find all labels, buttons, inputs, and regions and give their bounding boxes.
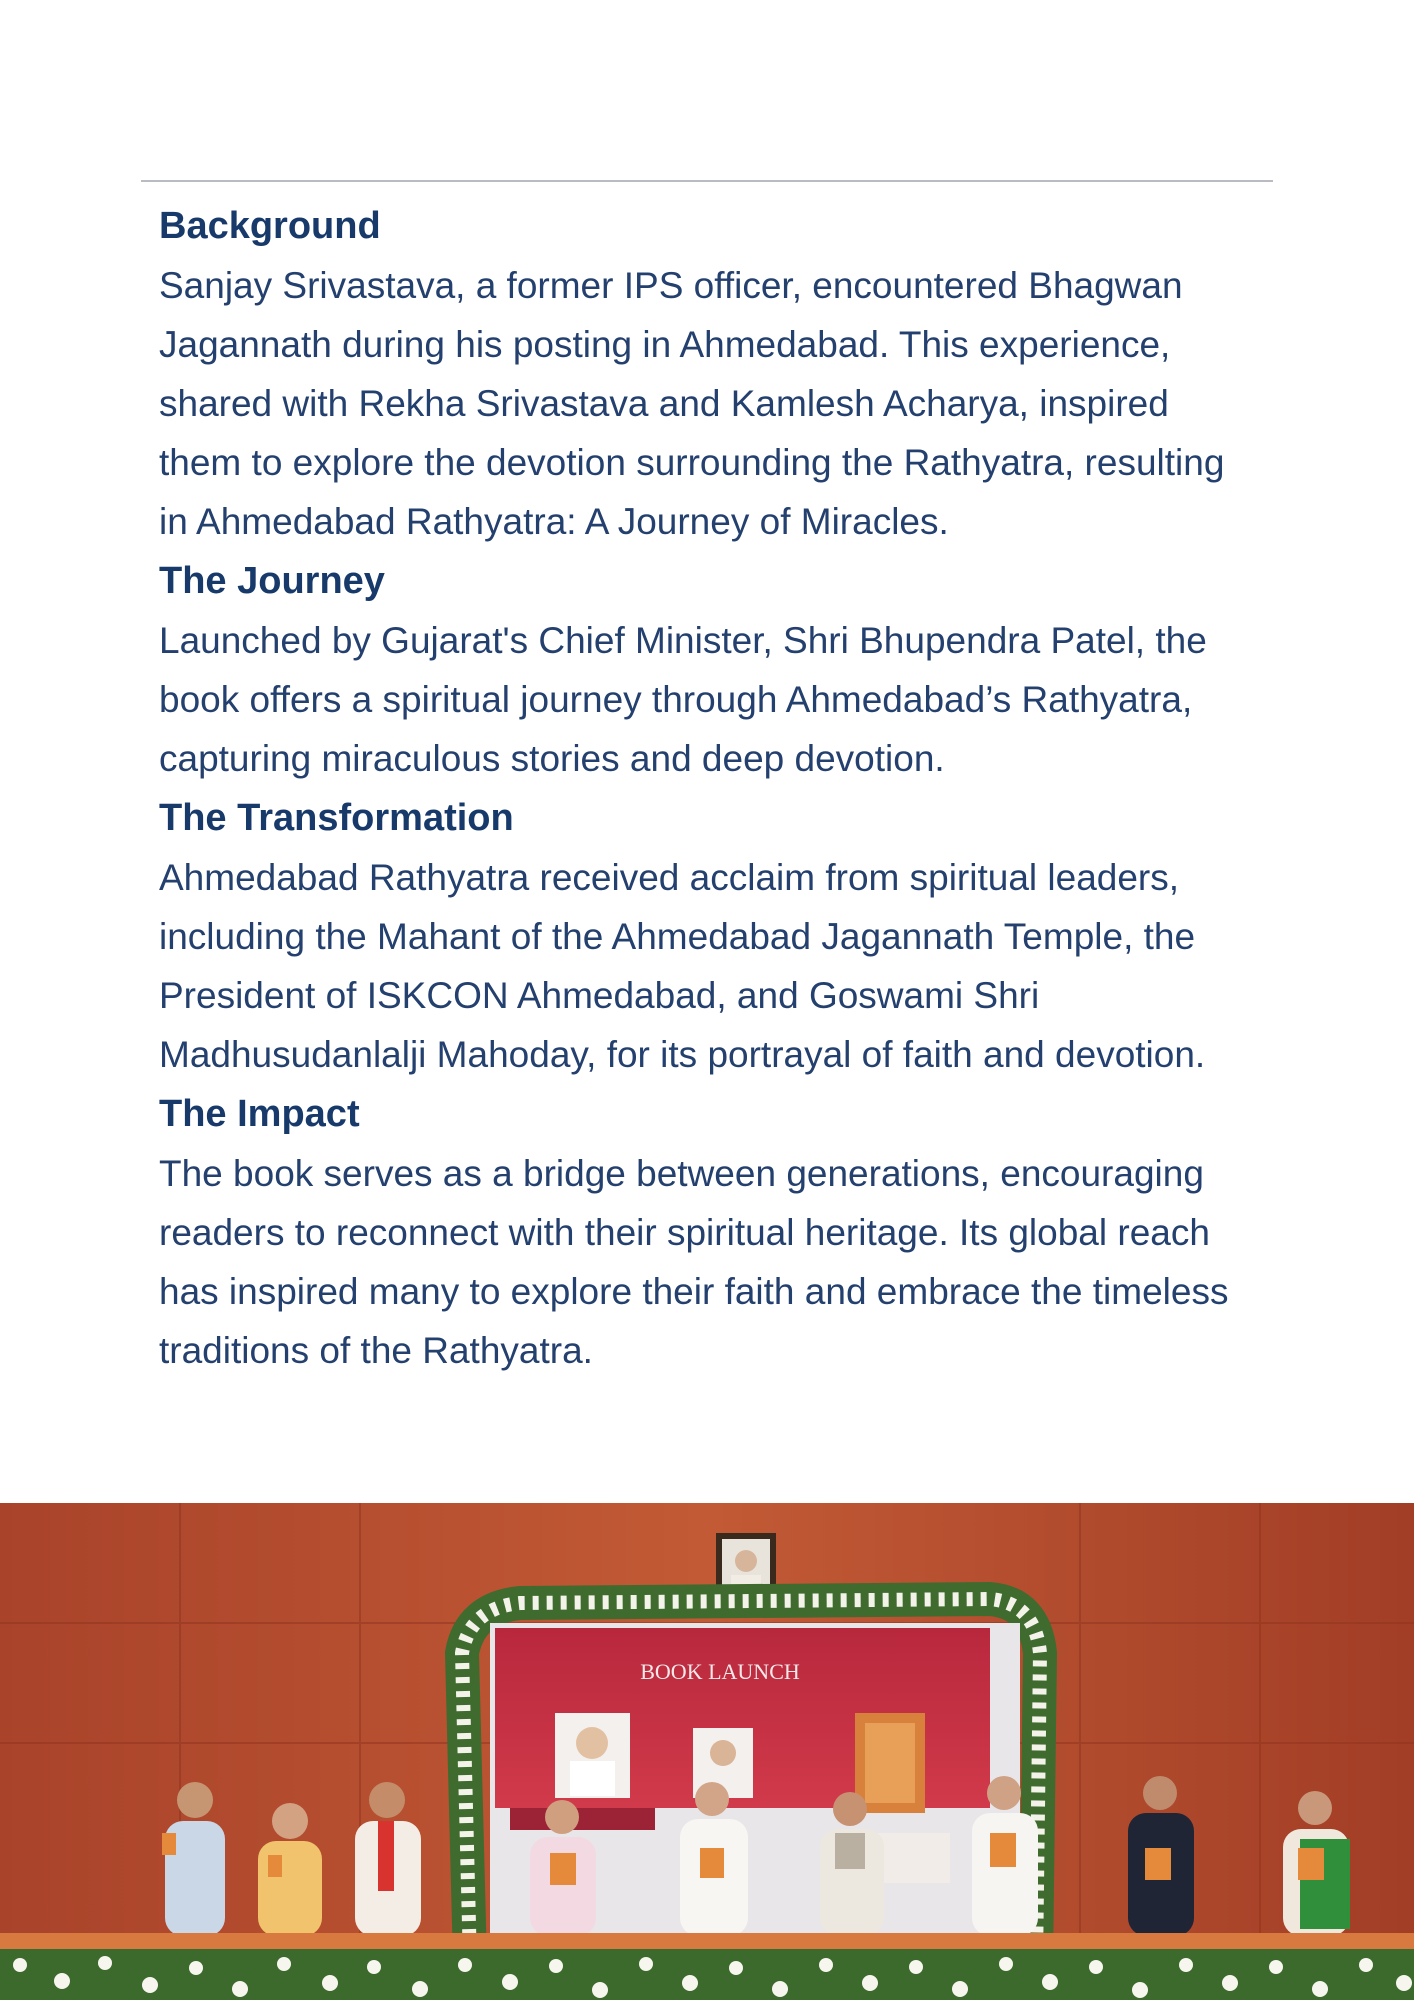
book-launch-photo	[0, 1503, 1414, 2000]
banner-title: BOOK LAUNCH	[640, 1659, 800, 1684]
section-body: Launched by Gujarat's Chief Minister, Shri Bhupendra Patel, the book offers a spiritual journey through Ahmedabad’s Rathyatra, capturing miraculous stories and deep devotion.	[159, 620, 1207, 779]
book-launch-photo-illustration	[0, 1503, 1414, 2000]
section-impact	[159, 1084, 1259, 1380]
flower-bed	[0, 1949, 1414, 2000]
section-heading: The Transformation	[159, 797, 514, 839]
section-transformation	[159, 788, 1259, 1084]
article-content	[159, 196, 1259, 1380]
section-body: The book serves as a bridge between generations, encouraging readers to reconnect with their spiritual heritage. Its global reach has inspired many to explore their faith and embrace the timeless traditions of the Rathyatra.	[159, 1153, 1229, 1371]
section-body: Sanjay Srivastava, a former IPS officer, encountered Bhagwan Jagannath during his posting in Ahmedabad. This experience, shared with Rekha Srivastava and Kamlesh Acharya, inspired them to explore the devotion surrounding the Rathyatra, resulting in Ahmedabad Rathyatra: A Journey of Miracles.	[159, 265, 1225, 542]
section-journey	[159, 551, 1259, 788]
section-body: Ahmedabad Rathyatra received acclaim from spiritual leaders, including the Mahant of the Ahmedabad Jagannath Temple, the President of ISKCON Ahmedabad, and Goswami Shri Madhusudanlalji Mahoday, for its portrayal of faith and devotion.	[159, 857, 1206, 1075]
section-background	[159, 196, 1259, 551]
section-heading: The Journey	[159, 560, 385, 602]
section-heading: Background	[159, 205, 381, 247]
section-heading: The Impact	[159, 1093, 360, 1135]
stage-table	[0, 1933, 1414, 1949]
top-divider	[141, 180, 1273, 182]
